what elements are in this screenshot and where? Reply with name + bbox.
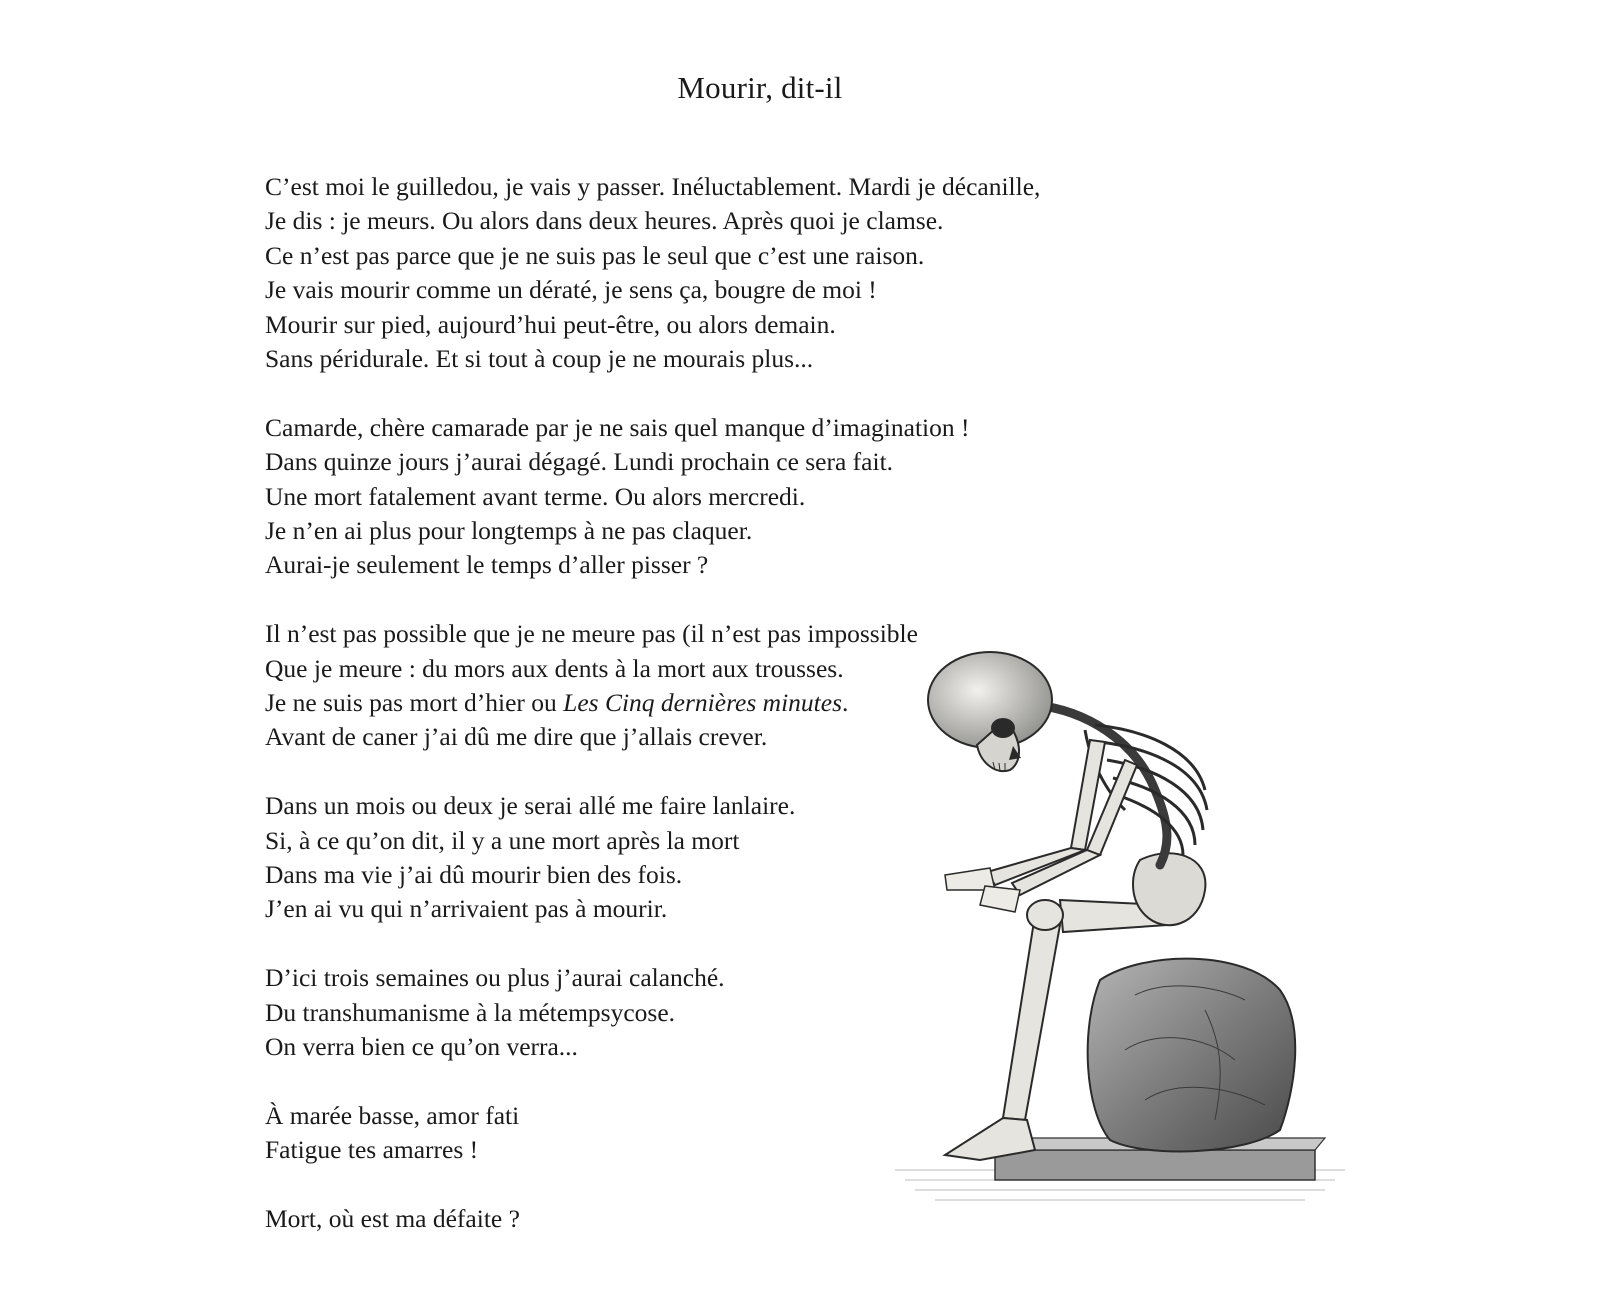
poem-line: Fatigue tes amarres !	[265, 1135, 479, 1165]
poem-title: Mourir, dit-il	[677, 70, 843, 105]
seated-skeleton-illustration	[885, 650, 1355, 1240]
poem-line: Sans péridurale. Et si tout à coup je ne mourais plus...	[265, 344, 814, 374]
poem-line: Une mort fatalement avant terme. Ou alors mercredi.	[265, 481, 806, 511]
poem-line: Du transhumanisme à la métempsycose.	[265, 997, 676, 1027]
skull	[928, 652, 1052, 771]
poem-line: J’en ai vu qui n’arrivaient pas à mourir.	[265, 894, 668, 924]
poem-line-text: Je ne suis pas mort d’hier ou	[265, 688, 564, 718]
italic-title: Les Cinq dernières minutes	[563, 688, 842, 718]
poem-line: À marée basse, amor fati	[265, 1100, 520, 1130]
poem-line-text: .	[842, 688, 849, 718]
poem-line: Il n’est pas possible que je ne meure pas (il n’est pas impossible	[265, 619, 918, 649]
poem-line: Camarde, chère camarade par je ne sais quel manque d’imagination !	[265, 412, 970, 442]
stanza	[265, 411, 1165, 583]
poem-line: Si, à ce qu’on dit, il y a une mort après la mort	[265, 825, 740, 855]
pelvis	[1133, 853, 1205, 925]
poem-line: On verra bien ce qu’on verra...	[265, 1032, 578, 1062]
stone-base	[995, 1150, 1315, 1180]
poem-line: Je vais mourir comme un dératé, je sens ça, bougre de moi !	[265, 275, 877, 305]
poem-line: C’est moi le guilledou, je vais y passer. Inéluctablement. Mardi je décanille,	[265, 172, 1041, 201]
poem-line: Dans ma vie j’ai dû mourir bien des fois.	[265, 860, 683, 890]
poem-line: Que je meure : du mors aux dents à la mort aux trousses.	[265, 653, 844, 683]
poem-line: Mort, où est ma défaite ?	[265, 1204, 520, 1234]
rock	[1088, 959, 1296, 1152]
poem-line: D’ici trois semaines ou plus j’aurai calanché.	[265, 963, 725, 993]
poem-line: Je n’en ai plus pour longtemps à ne pas claquer.	[265, 516, 753, 546]
poem-line: Aurai-je seulement le temps d’aller pisser ?	[265, 550, 709, 580]
poem-line: Dans quinze jours j’aurai dégagé. Lundi prochain ce sera fait.	[265, 447, 894, 477]
poem-line: Dans un mois ou deux je serai allé me faire lanlaire.	[265, 791, 796, 821]
poem-line: Avant de caner j’ai dû me dire que j’allais crever.	[265, 722, 768, 752]
poem-line: Je dis : je meurs. Ou alors dans deux heures. Après quoi je clamse.	[265, 206, 944, 236]
poem-line: Ce n’est pas parce que je ne suis pas le seul que c’est une raison.	[265, 240, 925, 270]
stanza	[265, 170, 1165, 376]
poem-line: Mourir sur pied, aujourd’hui peut-être, ou alors demain.	[265, 309, 836, 339]
